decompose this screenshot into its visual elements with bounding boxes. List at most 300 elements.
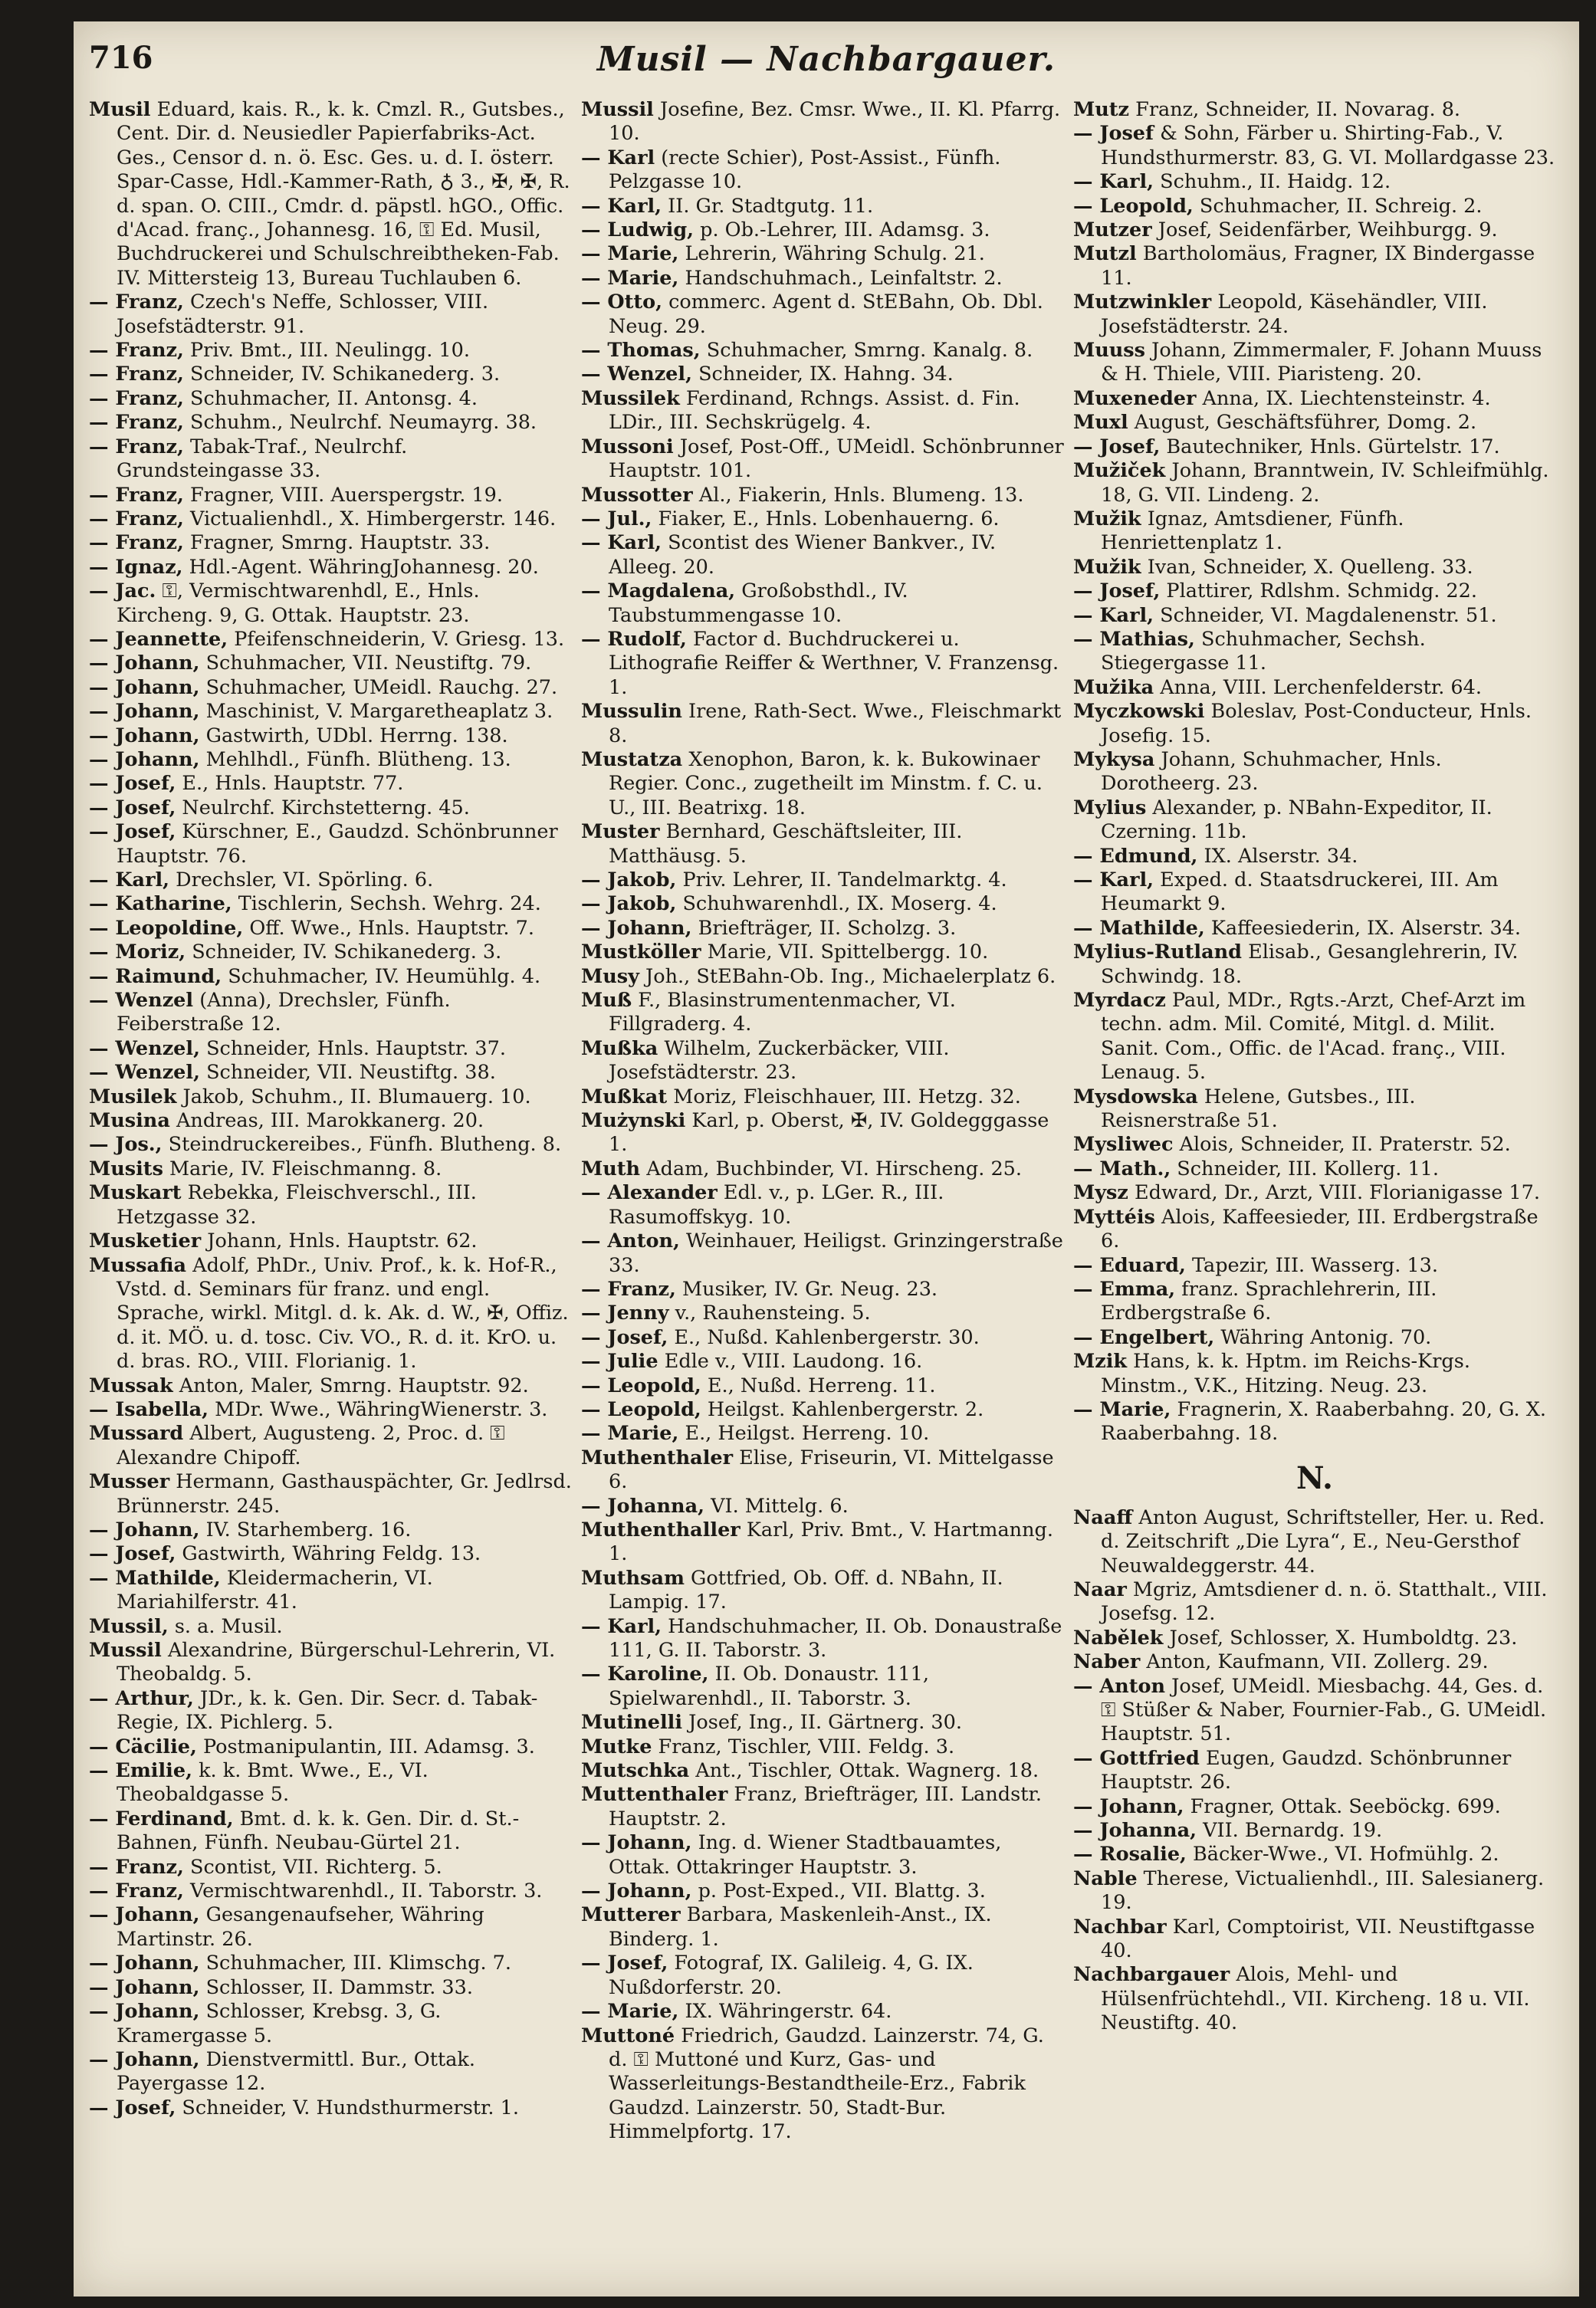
entry-name: Mužiček bbox=[1073, 459, 1166, 483]
entry-details: Priv. Bmt., III. Neulingg. 10. bbox=[183, 339, 470, 363]
directory-entry bbox=[581, 1735, 1064, 1759]
directory-entry bbox=[1073, 1350, 1556, 1398]
entry-details: franz. Sprachlehrerin, III. Erdbergstraße 6. bbox=[1101, 1277, 1437, 1325]
entry-name: Mussil bbox=[581, 98, 654, 121]
directory-entry bbox=[581, 1085, 1064, 1109]
entry-details: Plattirer, Rdlshm. Schmidg. 22. bbox=[1160, 579, 1477, 603]
entry-details: E., Nußd. Kahlenbergerstr. 30. bbox=[668, 1325, 980, 1349]
directory-entry bbox=[581, 339, 1064, 363]
directory-entry bbox=[1073, 339, 1556, 387]
entry-details: Kleidermacherin, VI. Mariahilferstr. 41. bbox=[117, 1566, 433, 1614]
entry-details: Briefträger, II. Scholzg. 3. bbox=[691, 916, 957, 940]
directory-entry bbox=[89, 339, 572, 363]
entry-name: — Moriz, bbox=[89, 941, 186, 964]
entry-details: Bernhard, Geschäftsleiter, III. Matthäusg. 5. bbox=[609, 820, 963, 868]
entry-details: commerc. Agent d. StEBahn, Ob. Dbl. Neug. 29. bbox=[609, 291, 1043, 338]
entry-details: Friedrich, Gaudzd. Lainzerstr. 74, G. d. ⚿ Muttoné und Kurz, Gas- und Wasserleitungs-Bestandtheile-Erz., Fabrik Gaudzd. Lainzerstr. 50, Stadt-Bur. Himmelpfortg. 17. bbox=[609, 2024, 1044, 2144]
entry-name: — Magdalena, bbox=[581, 579, 736, 603]
directory-entry bbox=[1073, 387, 1556, 411]
entry-name: — Karl, bbox=[1073, 603, 1154, 627]
directory-entry bbox=[1073, 1795, 1556, 1819]
directory-entry bbox=[1073, 435, 1556, 459]
entry-name: Mužik bbox=[1073, 507, 1141, 530]
directory-entry bbox=[1073, 170, 1556, 194]
entry-details: Fiaker, E., Hnls. Lobenhauerng. 6. bbox=[652, 507, 1000, 530]
entry-name: Mutschka bbox=[581, 1759, 690, 1783]
directory-entry bbox=[581, 1615, 1064, 1663]
entry-details: Ivan, Schneider, X. Quelleng. 33. bbox=[1141, 555, 1473, 579]
entry-name: Musina bbox=[89, 1109, 170, 1133]
directory-entry bbox=[581, 1759, 1064, 1783]
entry-name: — Thomas, bbox=[581, 339, 701, 363]
entry-details: Schuhmacher, VII. Neustiftg. 79. bbox=[199, 652, 532, 675]
entry-name: — Leopold, bbox=[581, 1374, 701, 1397]
entry-name: Mužik bbox=[1073, 555, 1141, 579]
directory-entry bbox=[89, 1687, 572, 1735]
entry-details: Schneider, IV. Schikanederg. 3. bbox=[186, 941, 502, 964]
entry-name: — Josef bbox=[1073, 122, 1154, 146]
entry-details: Alois, Schneider, II. Praterstr. 52. bbox=[1173, 1133, 1511, 1157]
entry-details: Handschuhmach., Leinfaltstr. 2. bbox=[678, 266, 1003, 290]
entry-name: — Mathias, bbox=[1073, 627, 1195, 651]
entry-name: Mussilek bbox=[581, 386, 680, 410]
entry-details: Schuhmacher, UMeidl. Rauchg. 27. bbox=[199, 675, 558, 699]
directory-entry bbox=[581, 989, 1064, 1037]
entry-details: Schuhwarenhdl., IX. Moserg. 4. bbox=[676, 892, 997, 916]
page-number: 716 bbox=[89, 40, 153, 76]
entry-name: — Karl, bbox=[581, 1614, 662, 1638]
entry-details: Schuhmacher, III. Klimschg. 7. bbox=[199, 1952, 512, 1975]
directory-entry bbox=[581, 484, 1064, 507]
entry-name: Nable bbox=[1073, 1866, 1138, 1890]
directory-entry bbox=[89, 820, 572, 868]
entry-details: Johann, Zimmermaler, F. Johann Muuss & H. Thiele, VIII. Piaristeng. 20. bbox=[1101, 339, 1542, 386]
entry-details: Handschuhmacher, II. Ob. Donaustraße 111, G. II. Taborstr. 3. bbox=[609, 1614, 1062, 1662]
directory-entry bbox=[581, 435, 1064, 484]
entry-details: Schneider, V. Hundsthurmerstr. 1. bbox=[176, 2096, 519, 2119]
entry-details: v., Rauhensteing. 5. bbox=[668, 1302, 871, 1325]
directory-entry bbox=[89, 1759, 572, 1807]
entry-details: k. k. Bmt. Wwe., E., VI. Theobaldgasse 5. bbox=[117, 1759, 429, 1807]
entry-name: — Wenzel, bbox=[89, 1061, 200, 1085]
entry-name: — Isabella, bbox=[89, 1397, 209, 1421]
entry-details: Johann, Branntwein, IV. Schleifmühlg. 18, G. VII. Lindeng. 2. bbox=[1101, 459, 1549, 507]
directory-entry bbox=[1073, 1963, 1556, 2035]
entry-name: — Franz, bbox=[89, 531, 184, 555]
entry-name: — Franz, bbox=[89, 339, 184, 363]
entry-details: Joh., StEBahn-Ob. Ing., Michaelerplatz 6. bbox=[639, 964, 1056, 988]
entry-name: Mußka bbox=[581, 1036, 658, 1060]
entry-details: Bartholomäus, Fragner, IX Bindergasse 11. bbox=[1101, 242, 1535, 290]
entry-name: — Josef, bbox=[581, 1952, 668, 1975]
directory-entry bbox=[89, 1735, 572, 1759]
directory-entry bbox=[1073, 507, 1556, 556]
entry-name: — Franz, bbox=[89, 1855, 184, 1879]
entry-details: Alexander, p. NBahn-Expeditor, II. Czerning. 11b. bbox=[1101, 796, 1493, 844]
directory-entry bbox=[89, 965, 572, 989]
entry-details: Maschinist, V. Margaretheaplatz 3. bbox=[199, 700, 553, 724]
entry-name: Muß bbox=[581, 989, 632, 1013]
column-2 bbox=[581, 98, 1064, 2145]
entry-details: Josefine, Bez. Cmsr. Wwe., II. Kl. Pfarrg. 10. bbox=[609, 98, 1061, 146]
entry-name: — Engelbert, bbox=[1073, 1325, 1215, 1349]
directory-entry bbox=[89, 941, 572, 964]
directory-entry bbox=[581, 579, 1064, 628]
entry-name: — Julie bbox=[581, 1350, 658, 1374]
directory-entry bbox=[581, 1952, 1064, 2000]
entry-name: Mzik bbox=[1073, 1350, 1128, 1374]
directory-entry bbox=[1073, 1627, 1556, 1650]
directory-entry bbox=[581, 1278, 1064, 1302]
entry-name: — Johann, bbox=[89, 2047, 200, 2071]
entry-details: Edward, Dr., Arzt, VIII. Florianigasse 17. bbox=[1128, 1181, 1540, 1205]
entry-details: Kaffeesiederin, IX. Alserstr. 34. bbox=[1204, 916, 1522, 940]
entry-details: Franz, Schneider, II. Novarag. 8. bbox=[1129, 98, 1461, 121]
entry-name: — Jakob, bbox=[581, 868, 677, 891]
directory-entry bbox=[89, 917, 572, 941]
entry-details: Moriz, Fleischhauer, III. Hetzg. 32. bbox=[667, 1085, 1021, 1108]
entry-name: — Josef, bbox=[581, 1325, 668, 1349]
entry-name: — Johann, bbox=[89, 747, 200, 771]
directory-entry bbox=[1073, 1181, 1556, 1205]
entry-details: Boleslav, Post-Conducteur, Hnls. Josefig. 15. bbox=[1101, 700, 1532, 747]
directory-entry bbox=[581, 628, 1064, 700]
directory-entry bbox=[89, 1061, 572, 1085]
directory-entry bbox=[89, 579, 572, 628]
directory-entry bbox=[89, 1639, 572, 1687]
entry-details: Josef, Ing., II. Gärtnerg. 30. bbox=[682, 1711, 962, 1735]
entry-details: Franz, Tischler, VIII. Feldg. 3. bbox=[652, 1735, 955, 1758]
entry-details: Therese, Victualienhdl., III. Salesianerg. 19. bbox=[1101, 1866, 1545, 1915]
entry-name: — Johann, bbox=[89, 1903, 200, 1927]
directory-entry bbox=[581, 1398, 1064, 1422]
directory-entry bbox=[89, 411, 572, 435]
entry-details: Barbara, Maskenleih-Anst., IX. Binderg. 1. bbox=[609, 1903, 992, 1951]
entry-details: Schuhmacher, II. Antonsg. 4. bbox=[183, 386, 478, 410]
directory-entry bbox=[1073, 459, 1556, 507]
entry-details: Albert, Augusteng. 2, Proc. d. ⚿ Alexandre Chipoff. bbox=[117, 1422, 505, 1469]
directory-entry bbox=[581, 1495, 1064, 1518]
entry-details: August, Geschäftsführer, Domg. 2. bbox=[1128, 411, 1477, 435]
directory-entry bbox=[1073, 941, 1556, 989]
entry-name: — Karl, bbox=[1073, 170, 1154, 194]
entry-name: — Johanna, bbox=[581, 1494, 704, 1518]
entry-name: Musy bbox=[581, 964, 639, 988]
entry-details: Karl, Comptoirist, VII. Neustiftgasse 40. bbox=[1101, 1915, 1535, 1963]
directory-entry bbox=[89, 796, 572, 820]
directory-entry bbox=[581, 1350, 1064, 1374]
directory-entry bbox=[89, 772, 572, 796]
directory-entry bbox=[581, 748, 1064, 820]
entry-name: Muthsam bbox=[581, 1566, 685, 1590]
entry-name: — Karoline, bbox=[581, 1663, 709, 1686]
entry-details: Lehrerin, Währing Schulg. 21. bbox=[678, 242, 985, 266]
directory-entry bbox=[89, 652, 572, 675]
directory-entry bbox=[89, 989, 572, 1037]
entry-name: — Otto, bbox=[581, 291, 663, 314]
directory-entry bbox=[89, 1518, 572, 1542]
entry-name: Mylius-Rutland bbox=[1073, 941, 1242, 964]
entry-details: Pfeifenschneiderin, V. Griesg. 13. bbox=[228, 627, 565, 651]
entry-details: Adam, Buchbinder, VI. Hirscheng. 25. bbox=[640, 1157, 1022, 1180]
directory-entry bbox=[89, 1037, 572, 1061]
entry-details: p. Post-Exped., VII. Blattg. 3. bbox=[691, 1880, 986, 1903]
entry-name: Muxeneder bbox=[1073, 386, 1197, 410]
entry-name: Musser bbox=[89, 1470, 170, 1494]
entry-details: p. Ob.-Lehrer, III. Adamsg. 3. bbox=[694, 218, 990, 242]
entry-details: JDr., k. k. Gen. Dir. Secr. d. Tabak-Regie, IX. Pichlerg. 5. bbox=[117, 1686, 538, 1735]
entry-details: Karl, p. Oberst, ✠, IV. Goldegggasse 1. bbox=[609, 1109, 1049, 1157]
directory-entry bbox=[1073, 1843, 1556, 1866]
entry-details: Drechsler, VI. Spörling. 6. bbox=[169, 868, 434, 891]
entry-name: — Leopold, bbox=[1073, 194, 1194, 218]
entry-details: Bautechniker, Hnls. Gürtelstr. 17. bbox=[1160, 435, 1500, 458]
entry-name: Muuss bbox=[1073, 339, 1146, 363]
entry-details: Gastwirth, UDbl. Herrng. 138. bbox=[199, 724, 508, 747]
directory-entry bbox=[581, 1711, 1064, 1735]
entry-details: Scontist, VII. Richterg. 5. bbox=[183, 1855, 442, 1879]
entry-details: Jakob, Schuhm., II. Blumauerg. 10. bbox=[176, 1085, 531, 1108]
entry-details: II. Ob. Donaustr. 111, Spielwarenhdl., II. Taborstr. 3. bbox=[609, 1663, 929, 1710]
directory-entry bbox=[89, 1615, 572, 1639]
entry-name: — Ludwig, bbox=[581, 218, 695, 242]
entry-details: IV. Starhemberg. 16. bbox=[199, 1518, 412, 1541]
entry-name: — Johann, bbox=[89, 1518, 200, 1541]
section-letter: N. bbox=[1296, 1459, 1333, 1496]
entry-details: Bmt. d. k. k. Gen. Dir. d. St.-Bahnen, Fünfh. Neubau-Gürtel 21. bbox=[117, 1807, 520, 1855]
directory-entry bbox=[1073, 604, 1556, 628]
directory-entry bbox=[1073, 1085, 1556, 1134]
entry-details: Marie, IV. Fleischmanng. 8. bbox=[163, 1157, 442, 1180]
entry-name: — Franz, bbox=[89, 435, 184, 458]
entry-name: — Edmund, bbox=[1073, 844, 1198, 868]
entry-name: — Jul., bbox=[581, 507, 652, 530]
entry-details: Schneider, IX. Hahng. 34. bbox=[691, 363, 954, 386]
entry-name: — Franz, bbox=[89, 386, 184, 410]
entry-details: Schlosser, II. Dammstr. 33. bbox=[199, 1975, 473, 1999]
entry-name: — Wenzel, bbox=[581, 363, 692, 386]
entry-name: — Josef, bbox=[89, 772, 176, 796]
directory-entry bbox=[581, 1903, 1064, 1952]
directory-entry bbox=[581, 1230, 1064, 1278]
directory-entry bbox=[1073, 291, 1556, 339]
directory-entry bbox=[89, 1133, 572, 1157]
entry-details: Heilgst. Kahlenbergerstr. 2. bbox=[701, 1397, 984, 1421]
entry-name: Muthenthaller bbox=[581, 1518, 741, 1541]
entry-name: — Raimund, bbox=[89, 964, 222, 988]
entry-details: Tischlerin, Sechsh. Wehrg. 24. bbox=[232, 892, 541, 916]
directory-entry bbox=[89, 1398, 572, 1422]
entry-name: — Karl, bbox=[1073, 868, 1154, 891]
directory-entry bbox=[581, 2000, 1064, 2024]
page-header bbox=[74, 40, 1579, 86]
entry-name: Mutzl bbox=[1073, 242, 1137, 266]
entry-details: Dienstvermittl. Bur., Ottak. Payergasse 12. bbox=[117, 2047, 475, 2096]
entry-details: Paul, MDr., Rgts.-Arzt, Chef-Arzt im techn. adm. Mil. Comité, Mitgl. d. Milit. Sanit. Com., Offic. de l'Acad. franç., VIII. Lenaug. 5. bbox=[1101, 989, 1526, 1085]
entry-details: Tapezir, III. Wasserg. 13. bbox=[1185, 1253, 1438, 1277]
entry-details: Tabak-Traf., Neulrchf. Grundsteingasse 33. bbox=[117, 435, 408, 483]
entry-details: F., Blasinstrumentenmacher, VI. Fillgraderg. 4. bbox=[609, 989, 956, 1036]
directory-entry bbox=[581, 820, 1064, 868]
entry-name: — Marie, bbox=[1073, 1397, 1171, 1421]
entry-name: Mutterer bbox=[581, 1903, 681, 1927]
entry-name: Mutke bbox=[581, 1735, 652, 1758]
entry-details: Ant., Tischler, Ottak. Wagnerg. 18. bbox=[689, 1759, 1039, 1783]
directory-entry bbox=[89, 1880, 572, 1903]
entry-details: Postmanipulantin, III. Adamsg. 3. bbox=[196, 1735, 535, 1758]
entry-details: Vermischtwarenhdl., II. Taborstr. 3. bbox=[183, 1880, 543, 1903]
entry-name: — Eduard, bbox=[1073, 1253, 1186, 1277]
directory-entry bbox=[1073, 1326, 1556, 1350]
directory-entry bbox=[89, 1567, 572, 1615]
entry-details: (Anna), Drechsler, Fünfh. Feiberstraße 12. bbox=[117, 989, 451, 1036]
entry-details: Xenophon, Baron, k. k. Bukowinaer Regier. Conc., zugetheilt im Minstm. f. C. u. U., III. Beatrixg. 18. bbox=[609, 747, 1043, 819]
column-3-entries-after bbox=[1073, 1506, 1556, 2036]
directory-entry bbox=[1073, 1650, 1556, 1674]
entry-details: ⚿, Vermischtwarenhdl, E., Hnls. Kircheng. 9, G. Ottak. Hauptstr. 23. bbox=[117, 579, 480, 627]
entry-name: Mustatza bbox=[581, 747, 683, 771]
entry-name: Mysliwec bbox=[1073, 1133, 1174, 1157]
directory-entry bbox=[89, 2096, 572, 2120]
entry-details: Schlosser, Krebsg. 3, G. Kramergasse 5. bbox=[117, 2000, 442, 2047]
entry-details: Andreas, III. Marokkanerg. 20. bbox=[169, 1109, 484, 1133]
entry-details: Ing. d. Wiener Stadtbauamtes, Ottak. Ottakringer Hauptstr. 3. bbox=[609, 1831, 1002, 1879]
directory-entry bbox=[89, 1422, 572, 1470]
directory-entry bbox=[89, 676, 572, 700]
entry-name: — Franz, bbox=[89, 291, 184, 314]
directory-entry bbox=[1073, 411, 1556, 435]
running-head: Musil — Nachbargauer. bbox=[596, 40, 1056, 79]
entry-details: Gesangenaufseher, Währing Martinstr. 26. bbox=[117, 1903, 484, 1951]
directory-entry bbox=[581, 1422, 1064, 1446]
directory-entry bbox=[1073, 676, 1556, 700]
entry-name: — Jac. bbox=[89, 579, 156, 603]
entry-details: Josef, Post-Off., UMeidl. Schönbrunner Hauptstr. 101. bbox=[609, 435, 1064, 483]
entry-details: Eduard, kais. R., k. k. Cmzl. R., Gutsbes., Cent. Dir. d. Neusiedler Papierfabriks-Act. Ges., Censor d. n. ö. Esc. Ges. u. d. I. österr. Spar-Casse, Hdl.-Kammer-Rath, ♁ 3., ✠, ✠, R. d. span. O. CIII., Cmdr. d. päpstl. hGO., Offic. d'Acad. franç., Johannesg. 16, ⚿ Ed. Musil, Buchdruckerei und Schulschreibtheken-Fab. IV. Mittersteig 13, Bureau Tuchlauben 6. bbox=[117, 98, 570, 290]
entry-details: Schuhmacher, Sechsh. Stiegergasse 11. bbox=[1101, 627, 1426, 675]
entry-name: — Alexander bbox=[581, 1181, 718, 1205]
entry-name: Nachbargauer bbox=[1073, 1963, 1230, 1987]
entry-details: Schneider, VII. Neustiftg. 38. bbox=[199, 1061, 496, 1085]
directory-entry bbox=[581, 1302, 1064, 1325]
entry-details: Weinhauer, Heiligst. Grinzingerstraße 33. bbox=[609, 1230, 1063, 1277]
entry-name: — Josef, bbox=[89, 796, 176, 819]
directory-entry bbox=[581, 1663, 1064, 1711]
entry-details: Josef, UMeidl. Miesbachg. 44, Ges. d. ⚿ Stüßer & Naber, Fournier-Fab., G. UMeidl. Hauptstr. 51. bbox=[1101, 1674, 1547, 1746]
entry-name: Muth bbox=[581, 1157, 641, 1180]
directory-entry bbox=[1073, 1157, 1556, 1181]
entry-name: — Johann, bbox=[89, 675, 200, 699]
directory-entry bbox=[581, 363, 1064, 386]
directory-entry bbox=[581, 1326, 1064, 1350]
directory-entry bbox=[1073, 1675, 1556, 1747]
entry-name: — Leopoldine, bbox=[89, 916, 244, 940]
directory-entry bbox=[1073, 845, 1556, 868]
entry-name: Musketier bbox=[89, 1230, 202, 1253]
entry-name: — Franz, bbox=[89, 363, 184, 386]
entry-details: Hermann, Gasthauspächter, Gr. Jedlrsd. Brünnerstr. 245. bbox=[117, 1470, 572, 1518]
directory-entry bbox=[581, 941, 1064, 964]
directory-entry bbox=[1073, 98, 1556, 122]
entry-details: Johann, Hnls. Hauptstr. 62. bbox=[201, 1230, 478, 1253]
directory-entry bbox=[89, 868, 572, 892]
directory-entry bbox=[1073, 1398, 1556, 1446]
directory-entry bbox=[89, 892, 572, 916]
directory-entry bbox=[581, 291, 1064, 339]
directory-entry bbox=[1073, 122, 1556, 170]
entry-details: Hans, k. k. Hptm. im Reichs-Krgs. Minstm., V.K., Hitzing. Neug. 23. bbox=[1101, 1350, 1470, 1397]
entry-details: Ferdinand, Rchngs. Assist. d. Fin. LDir., III. Sechskrügelg. 4. bbox=[609, 386, 1020, 435]
directory-entry bbox=[1073, 628, 1556, 676]
directory-entry bbox=[581, 218, 1064, 242]
entry-name: Mysdowska bbox=[1073, 1085, 1198, 1108]
entry-name: — Anton bbox=[1073, 1674, 1166, 1698]
entry-name: — Anton, bbox=[581, 1230, 680, 1253]
entry-name: Mužika bbox=[1073, 675, 1154, 699]
directory-entry bbox=[89, 1109, 572, 1133]
directory-entry bbox=[581, 267, 1064, 291]
directory-entry bbox=[581, 1518, 1064, 1567]
directory-entry bbox=[581, 1157, 1064, 1181]
entry-name: Muster bbox=[581, 820, 660, 844]
column-1 bbox=[89, 98, 572, 2120]
entry-details: Gottfried, Ob. Off. d. NBahn, II. Lampig. 17. bbox=[609, 1566, 1003, 1614]
entry-details: Anton, Kaufmann, VII. Zollerg. 29. bbox=[1140, 1650, 1489, 1674]
entry-details: E., Heilgst. Herreng. 10. bbox=[678, 1422, 930, 1446]
entry-details: s. a. Musil. bbox=[168, 1614, 283, 1638]
entry-name: — Gottfried bbox=[1073, 1746, 1200, 1770]
entry-details: Schneider, III. Kollerg. 11. bbox=[1171, 1157, 1439, 1180]
directory-entry bbox=[1073, 1206, 1556, 1254]
directory-entry bbox=[89, 628, 572, 652]
entry-name: Mussak bbox=[89, 1374, 173, 1397]
entry-details: Gastwirth, Währing Feldg. 13. bbox=[176, 1542, 481, 1566]
entry-details: Alois, Mehl- und Hülsenfrüchtehdl., VII. Kircheng. 18 u. VII. Neustiftg. 40. bbox=[1101, 1963, 1530, 2035]
entry-name: — Johann, bbox=[89, 1975, 200, 1999]
entry-details: Alexandrine, Bürgerschul-Lehrerin, VI. Theobaldg. 5. bbox=[117, 1639, 556, 1686]
directory-entry bbox=[581, 892, 1064, 916]
directory-entry bbox=[581, 1567, 1064, 1615]
entry-details: Priv. Lehrer, II. Tandelmarktg. 4. bbox=[676, 868, 1007, 891]
entry-details: Josef, Seidenfärber, Weihburgg. 9. bbox=[1151, 218, 1498, 242]
entry-name: — Rosalie, bbox=[1073, 1843, 1187, 1866]
directory-entry bbox=[89, 1157, 572, 1181]
entry-details: Exped. d. Staatsdruckerei, III. Am Heumarkt 9. bbox=[1101, 868, 1499, 916]
directory-entry bbox=[581, 195, 1064, 218]
directory-entry bbox=[1073, 868, 1556, 917]
entry-name: — Marie, bbox=[581, 242, 679, 266]
directory-entry bbox=[89, 531, 572, 555]
entry-name: — Emilie, bbox=[89, 1759, 192, 1783]
entry-name: — Emma, bbox=[1073, 1277, 1176, 1301]
directory-entry bbox=[89, 1470, 572, 1518]
entry-details: Schneider, VI. Magdalenenstr. 51. bbox=[1154, 603, 1497, 627]
entry-details: Elisab., Gesanglehrerin, IV. Schwindg. 18. bbox=[1101, 941, 1519, 988]
entry-name: — Ferdinand, bbox=[89, 1807, 234, 1830]
entry-name: Mutinelli bbox=[581, 1711, 683, 1735]
entry-name: — Marie, bbox=[581, 1422, 679, 1446]
entry-details: Edle v., VIII. Laudong. 16. bbox=[658, 1350, 923, 1374]
entry-name: — Josef, bbox=[89, 2096, 176, 2119]
entry-name: Mutzer bbox=[1073, 218, 1152, 242]
directory-entry bbox=[89, 363, 572, 386]
entry-name: Muttenthaler bbox=[581, 1783, 728, 1807]
entry-details: Bäcker-Wwe., VI. Hofmühlg. 2. bbox=[1186, 1843, 1499, 1866]
directory-entry bbox=[581, 242, 1064, 266]
entry-name: Myczkowski bbox=[1073, 700, 1205, 724]
entry-name: Mustköller bbox=[581, 941, 701, 964]
directory-entry bbox=[1073, 1819, 1556, 1843]
